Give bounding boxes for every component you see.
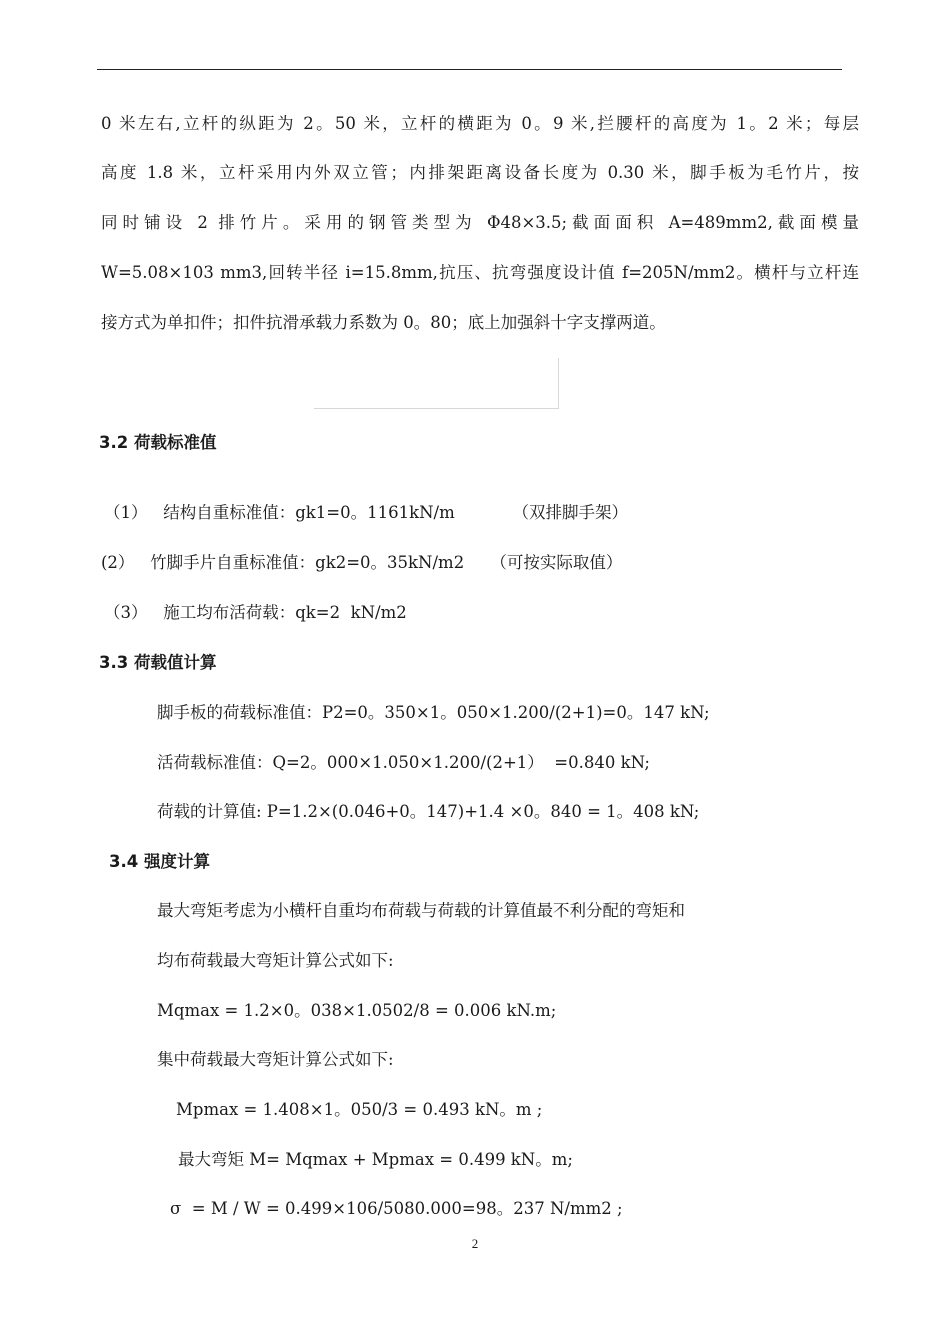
intro-line-1: 0 米左右,立杆的纵距为 2。50 米，立杆的横距为 0。9 米,拦腰杆的高度为 1。2 米；每层 bbox=[101, 114, 859, 133]
strength-line-3: Mqmax = 1.2×0。038×1.0502/8 = 0.006 kN.m; bbox=[157, 1001, 557, 1020]
intro-line-5: 接方式为单扣件；扣件抗滑承载力系数为 0。80；底上加强斜十字支撑两道。 bbox=[101, 313, 666, 332]
section-3-4-title: 3.4 强度计算 bbox=[109, 852, 210, 871]
calc-line-1: 脚手板的荷载标准值：P2=0。350×1。050×1.200/(2+1)=0。147 kN; bbox=[157, 703, 710, 722]
calc-line-2: 活荷载标准值：Q=2。000×1.050×1.200/(2+1） =0.840 kN; bbox=[157, 753, 650, 772]
intro-line-2: 高度 1.8 米，立杆采用内外双立管；内排架距离设备长度为 0.30 米，脚手板为毛竹片，按 bbox=[101, 163, 859, 182]
strength-line-6: 最大弯矩 M= Mqmax + Mpmax = 0.499 kN。m; bbox=[178, 1150, 573, 1169]
calc-line-3: 荷载的计算值: P=1.2×(0.046+0。147)+1.4 ×0。840 = 1。408 kN; bbox=[157, 802, 700, 821]
empty-box-frame bbox=[314, 358, 559, 409]
load-item-2: (2） 竹脚手片自重标准值：gk2=0。35kN/m2 （可按实际取值） bbox=[101, 553, 623, 572]
section-3-3-title: 3.3 荷载值计算 bbox=[99, 653, 217, 672]
page-number: 2 bbox=[471, 1236, 479, 1251]
strength-line-7: σ = M / W = 0.499×106/5080.000=98。237 N/mm2 ; bbox=[170, 1199, 623, 1218]
strength-line-2: 均布荷载最大弯矩计算公式如下: bbox=[157, 951, 394, 970]
load-item-1: （1） 结构自重标准值：gk1=0。1161kN/m （双排脚手架） bbox=[104, 503, 628, 522]
strength-line-1: 最大弯矩考虑为小横杆自重均布荷载与荷载的计算值最不利分配的弯矩和 bbox=[157, 901, 685, 920]
strength-line-5: Mpmax = 1.408×1。050/3 = 0.493 kN。m ; bbox=[176, 1100, 543, 1119]
header-rule bbox=[97, 69, 842, 70]
intro-line-4: W=5.08×103 mm3,回转半径 i=15.8mm,抗压、抗弯强度设计值 f=205N/mm2。横杆与立杆连 bbox=[101, 263, 859, 282]
section-3-2-title: 3.2 荷载标准值 bbox=[99, 433, 217, 452]
load-item-3: （3） 施工均布活荷载：qk=2 kN/m2 bbox=[104, 603, 407, 622]
intro-line-3: 同时铺设 2 排竹片。采用的钢管类型为 Φ48×3.5;截面面积 A=489mm2,截面模量 bbox=[101, 213, 859, 232]
strength-line-4: 集中荷载最大弯矩计算公式如下: bbox=[157, 1050, 394, 1069]
